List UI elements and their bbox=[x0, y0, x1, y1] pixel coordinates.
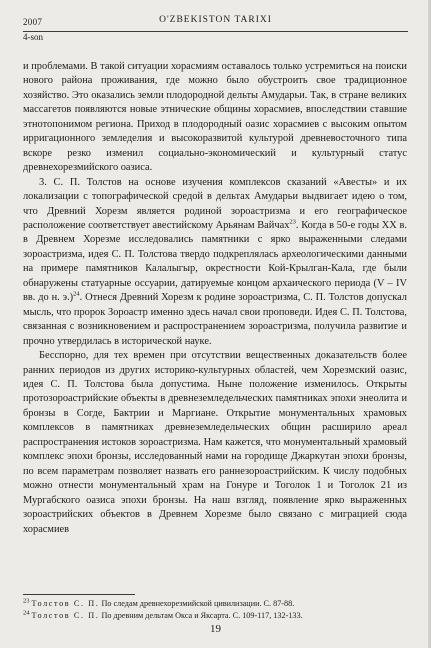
page-number: 19 bbox=[210, 623, 221, 635]
paragraph-1: и проблемами. В такой ситуации хорасмиям оставалось только устремиться на поиски нового района проживания, где можно было обустроить свое традиционное хозяйство. Это оказались земли плодородной дельты Амударьи. Так, в стране великих массагетов появляются новые этнические общины хорасмиев, впоследствии ставшие этнотопонимом региона. Приход в плодородный оазис хорасмиев с высоким опытом ирригационного земледелия и высокоразвитой культурой древневосточного типа вскоре резко изменил социально-экономический и культурный статус древнехорезмийского оазиса. bbox=[23, 61, 407, 174]
header-issue: 4-son bbox=[23, 32, 43, 42]
footnote-rule bbox=[23, 594, 135, 595]
paragraph-2-part-3: . Отнеся Древний Хорезм к родине зороастризма, С. П. Толстов допускал мысль, что пророк Зороастр именно здесь начал свои проповеди. Идея С. П. Толстова, связанная с возникновением и распространением зороастризма, получила развитие и прочно утвердилась в исторической науке. bbox=[23, 292, 407, 347]
footnote-author: Толстов С. П. bbox=[31, 599, 100, 608]
paragraph-2 bbox=[23, 176, 407, 349]
paragraph-2-part-1: 3. С. П. Толстов на основе изучения комплексов сказаний «Авесты» и их локализации с топографической средой в дельтах Амударьи выдвигает идею о том, что Древний Хорезм является родиной зороастризма и его географическое расположение соответствует авестийскому Арьянам Вайчах bbox=[23, 176, 407, 231]
footnote-author: Толстов С. П. bbox=[31, 610, 100, 620]
header-year: 2007 bbox=[23, 17, 43, 27]
paragraph-3: Бесспорно, для тех времен при отсутствии вещественных доказательств более ранних периодов из других историко-культурных областей, чем Хорезмский оазис, идея С. П. Толстова была допустима. Ныне положение изменилось. Открыты протозороастрийские объекты в древнеземледельческих памятниках эпохи энеолита и бронзы в Согде, Бактрии и Маргиане. Открытие монументальных храмовых комплексов в памятниках древнеземледельческих общин расширило ареал распространения истоков зороастризма. Нам кажется, что монументальный храмовый комплекс эпохи бронзы, исследованный нами на городище Джаркутан эпохи бронзы, по всем параметрам позволяет назвать его раннезороастрийским. К числу подобных можно отнести монументальный храм на Гонуре и Тоголок 1 и Тоголок 21 из Мургабского оазиса эпохи бронзы. На наш взгляд, появление ярко выраженных зороастрийских объектов в Древнем Хорезме было связано с миграцией сюда хорасмиев bbox=[23, 350, 407, 535]
journal-title: O'ZBEKISTON TARIXI bbox=[159, 15, 272, 25]
footnote-number: 23 bbox=[23, 597, 30, 605]
header-rule bbox=[23, 31, 408, 32]
footnote-number: 24 bbox=[23, 608, 30, 616]
footnote-ref-24[interactable]: 24 bbox=[73, 290, 80, 298]
footnote-text: По следам древнехорезмийской цивилизации. С. 87-88. bbox=[101, 599, 295, 608]
footnote-ref-23[interactable]: 23 bbox=[289, 218, 296, 226]
footnote-23 bbox=[23, 598, 407, 610]
footnotes bbox=[23, 598, 407, 621]
paragraph-2-part-2: . Когда в 50-е годы XX в. в Древнем Хорезме исследовались памятники с ярко выраженными следами зороастризма, идея С. П. Толстова твердо подкреплялась археологическими данными на примере памятников Калалыгыр, окрестности Кой-Крылган-Кала, где были обнаружены статуарные оссуарии, датируемые концом архаического периода (V – IV вв. до н. э.) bbox=[23, 219, 407, 304]
footnote-text: По древним дельтам Окса и Яксарта. С. 109-117, 132-133. bbox=[101, 610, 303, 620]
body-text bbox=[23, 60, 407, 537]
footnote-24 bbox=[23, 610, 407, 622]
